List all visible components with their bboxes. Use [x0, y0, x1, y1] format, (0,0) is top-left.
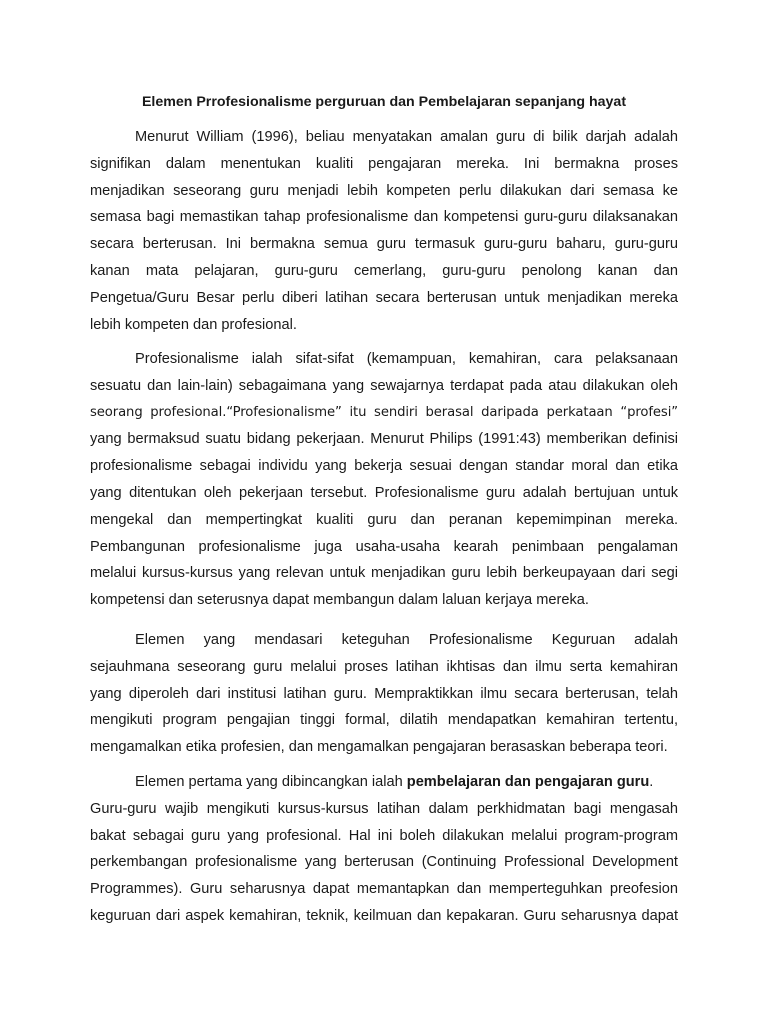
- text-line: mengamalkan etika profesien, dan mengamalkan pengajaran berasaskan beberapa teori.: [90, 739, 668, 756]
- paragraph-3: [90, 627, 678, 761]
- text-line: kompetensi dan seterusnya dapat membangun dalam laluan kerjaya mereka.: [90, 592, 589, 609]
- text-line: profesionalisme sebagai individu yang bekerja sesuai dengan standar moral dan etika: [90, 458, 678, 475]
- text-line: Pengetua/Guru Besar perlu diberi latihan secara berterusan untuk menjadikan mereka: [90, 289, 678, 306]
- text-line: mengikuti program pengajian tinggi formal, dilatih mendapatkan kemahiran tertentu,: [90, 712, 678, 729]
- text-run: Elemen pertama yang dibincangkan ialah: [135, 774, 407, 790]
- text-line: menjadikan seseorang guru menjadi lebih kompeten perlu dilakukan dari semasa ke: [90, 182, 678, 199]
- text-line: kanan mata pelajaran, guru-guru cemerlang, guru-guru penolong kanan dan: [90, 262, 678, 279]
- text-line: Programmes). Guru seharusnya dapat memantapkan dan memperteguhkan preofesion: [90, 881, 678, 898]
- text-line: yang diperoleh dari institusi latihan guru. Mempraktikkan ilmu secara berterusan, telah: [90, 685, 678, 702]
- text-line: secara berterusan. Ini bermakna semua guru termasuk guru-guru baharu, guru-guru: [90, 236, 678, 253]
- text-line: Menurut William (1996), beliau menyatakan amalan guru di bilik darjah adalah: [135, 129, 678, 145]
- text-line: Profesionalisme ialah sifat-sifat (kemampuan, kemahiran, cara pelaksanaan: [135, 351, 678, 367]
- text-line: perkembangan profesionalisme yang berterusan (Continuing Professional Development: [90, 854, 678, 871]
- text-run: .: [649, 774, 654, 790]
- text-line: melalui kursus-kursus yang relevan untuk menjadikan guru lebih berkeupayaan dari segi: [90, 565, 678, 582]
- text-line: bakat sebagai guru yang profesional. Hal ini boleh dilakukan melalui program-program: [90, 827, 678, 844]
- text-line: semasa bagi memastikan tahap profesionalisme dan kompetensi guru-guru dilaksanakan: [90, 209, 678, 226]
- paragraph-1: [90, 124, 678, 338]
- text-line: mengekal dan mempertingkat kualiti guru dan peranan kepemimpinan mereka.: [90, 511, 678, 528]
- paragraph-2: [90, 346, 678, 614]
- text-line: sesuatu dan lain-lain) sebagaimana yang sewajarnya terdapat pada atau dilakukan oleh: [90, 377, 678, 394]
- text-line: Guru-guru wajib mengikuti kursus-kursus latihan dalam perkhidmatan bagi mengasah: [90, 800, 678, 817]
- page-title: Elemen Prrofesionalisme perguruan dan Pembelajaran sepanjang hayat: [141, 94, 627, 110]
- text-line: Pembangunan profesionalisme juga usaha-usaha kearah penimbaan pengalaman: [90, 538, 678, 555]
- text-line: Elemen yang mendasari keteguhan Profesionalisme Keguruan adalah: [135, 632, 678, 648]
- bold-phrase: pembelajaran dan pengajaran guru: [406, 774, 650, 790]
- text-line: lebih kompeten dan profesional.: [90, 316, 297, 333]
- text-line: seorang profesional.“Profesionalisme” itu sendiri berasal daripada perkataan “profesi”: [90, 404, 678, 420]
- text-line: sejauhmana seseorang guru melalui proses latihan ikhtisas dan ilmu serta kemahiran: [90, 658, 678, 675]
- text-line: signifikan dalam menentukan kualiti pengajaran mereka. Ini bermakna proses: [90, 155, 678, 172]
- paragraph-4: [90, 769, 678, 930]
- text-line: [90, 769, 678, 796]
- text-line: keguruan dari aspek kemahiran, teknik, keilmuan dan kepakaran. Guru seharusnya dapat: [90, 907, 678, 924]
- text-line: yang ditentukan oleh pekerjaan tersebut. Profesionalisme guru adalah bertujuan untuk: [90, 484, 678, 501]
- text-line: yang bermaksud suatu bidang pekerjaan. Menurut Philips (1991:43) memberikan definisi: [90, 431, 678, 448]
